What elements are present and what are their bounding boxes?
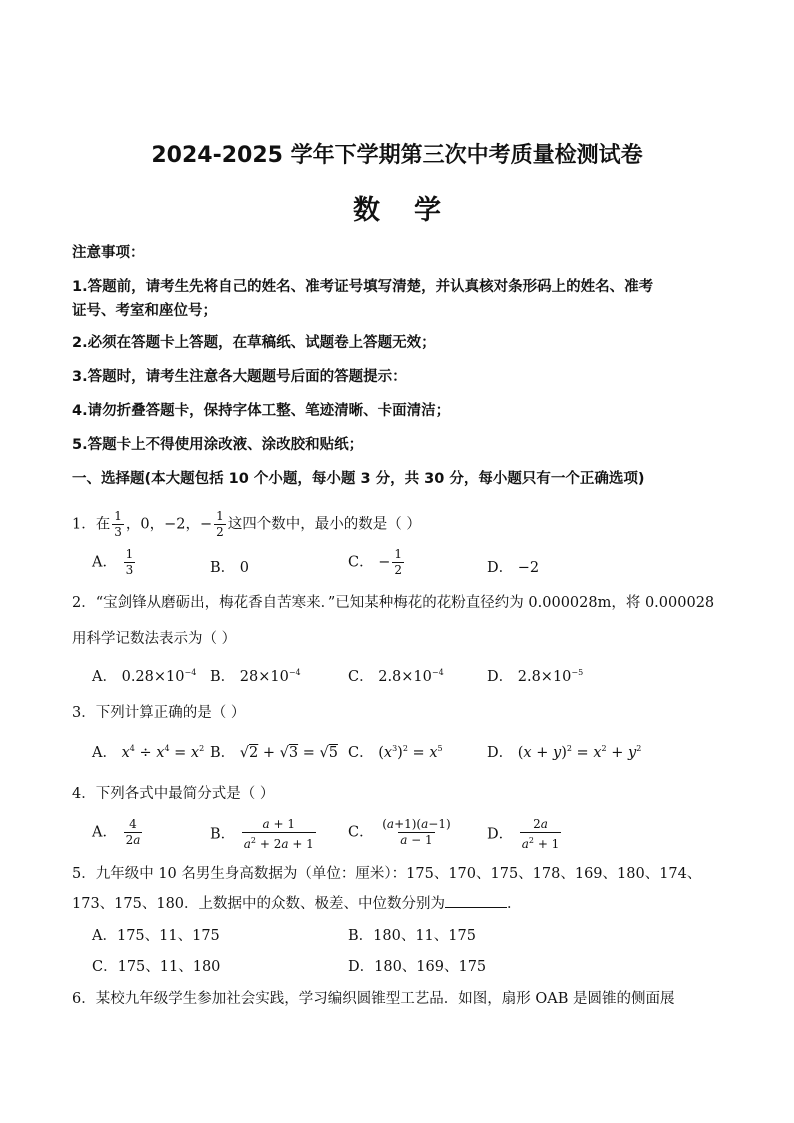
section-heading: 一、选择题(本大题包括 10 个小题，每小题 3 分，共 30 分，每小题只有一个正确选项) <box>72 471 645 487</box>
notice-item-1a: 1.答题前，请考生先将自己的姓名、准考证号填写清楚，并认真核对条形码上的姓名、准考 <box>72 279 654 295</box>
question-2-line-2: 用科学记数法表示为（ ） <box>72 631 237 647</box>
q4-option-b: B． $\frac{a + 1}{a^2 + 2a + 1}$ <box>210 817 314 851</box>
question-1: 1．在 $\frac{1}{3}$ ，0，−2，− $\frac{1}{2}$ 这四个数中，最小的数是（ ） <box>72 509 421 539</box>
q3-option-b: B． √2 + √3 = √5 <box>210 745 338 761</box>
q2-option-b: B． $28\times 10^{-4}$ <box>210 668 301 685</box>
q3-option-d: D． $(x + y)^2 = x^2 + y^2$ <box>487 744 642 761</box>
question-5-line-2: 173、175、180．上数据中的众数、极差、中位数分别为 ． <box>72 896 522 912</box>
q5-option-c: C．175、11、180 <box>92 959 221 975</box>
q1-option-b: B． 0 <box>210 560 249 576</box>
fraction: $\frac{1}{2}$ <box>216 509 224 539</box>
q4-option-a: A． $\frac{4}{2a}$ <box>92 817 141 847</box>
q3-option-c: C． $(x^3)^2 = x^5$ <box>348 744 443 761</box>
q1-option-d: D． −2 <box>487 560 540 576</box>
q2-option-c: C． $2.8\times 10^{-4}$ <box>348 668 444 685</box>
q5-option-b: B．180、11、175 <box>348 928 476 944</box>
notice-heading: 注意事项： <box>72 245 145 261</box>
q5-option-a: A．175、11、175 <box>92 928 220 944</box>
q2-option-d: D． $2.8\times 10^{-5}$ <box>487 668 584 685</box>
question-6-line-1: 6．某校九年级学生参加社会实践，学习编织圆锥型工艺品．如图，扇形 OAB 是圆锥的侧面展 <box>72 991 675 1007</box>
q2-option-a: A． $0.28\times 10^{-4}$ <box>92 668 197 685</box>
fraction: $\frac{1}{3}$ <box>114 509 122 539</box>
answer-blank <box>445 895 507 908</box>
subject-char-2: 学 <box>414 195 441 226</box>
question-3: 3．下列计算正确的是（ ） <box>72 705 246 721</box>
notice-item-4: 4.请勿折叠答题卡，保持字体工整、笔迹清晰、卡面清洁； <box>72 403 451 419</box>
q4-option-d: D． $\frac{2a}{a^2 + 1}$ <box>487 817 560 851</box>
q5-option-d: D．180、169、175 <box>348 959 487 975</box>
subject-char-1: 数 <box>353 195 380 226</box>
question-5-line-1: 5．九年级中 10 名男生身高数据为（单位：厘米）：175、170、175、178、169、180、174、 <box>72 866 702 882</box>
subject-title <box>0 188 794 227</box>
q1-option-a: A． $\frac{1}{3}$ <box>92 547 134 577</box>
question-4: 4．下列各式中最简分式是（ ） <box>72 786 275 802</box>
notice-item-3: 3.答题时，请考生注意各大题题号后面的答题提示： <box>72 369 407 385</box>
notice-item-1b: 证号、考室和座位号； <box>72 303 217 319</box>
exam-title: 2024-2025 学年下学期第三次中考质量检测试卷 <box>151 143 643 168</box>
q3-option-a: A． $x^4 \div x^4 = x^2$ <box>92 744 205 761</box>
q4-option-c: C． $\frac{(a+1)(a-1)}{a - 1}$ <box>348 817 451 847</box>
notice-item-2: 2.必须在答题卡上答题，在草稿纸、试题卷上答题无效； <box>72 335 436 351</box>
notice-item-5: 5.答题卡上不得使用涂改液、涂改胶和贴纸； <box>72 437 364 453</box>
question-2-line-1: 2．“宝剑锋从磨砺出，梅花香自苦寒来．”已知某种梅花的花粉直径约为 0.000028m，将 0.000028 <box>72 595 715 611</box>
q1-option-c: C． − $\frac{1}{2}$ <box>348 547 402 577</box>
